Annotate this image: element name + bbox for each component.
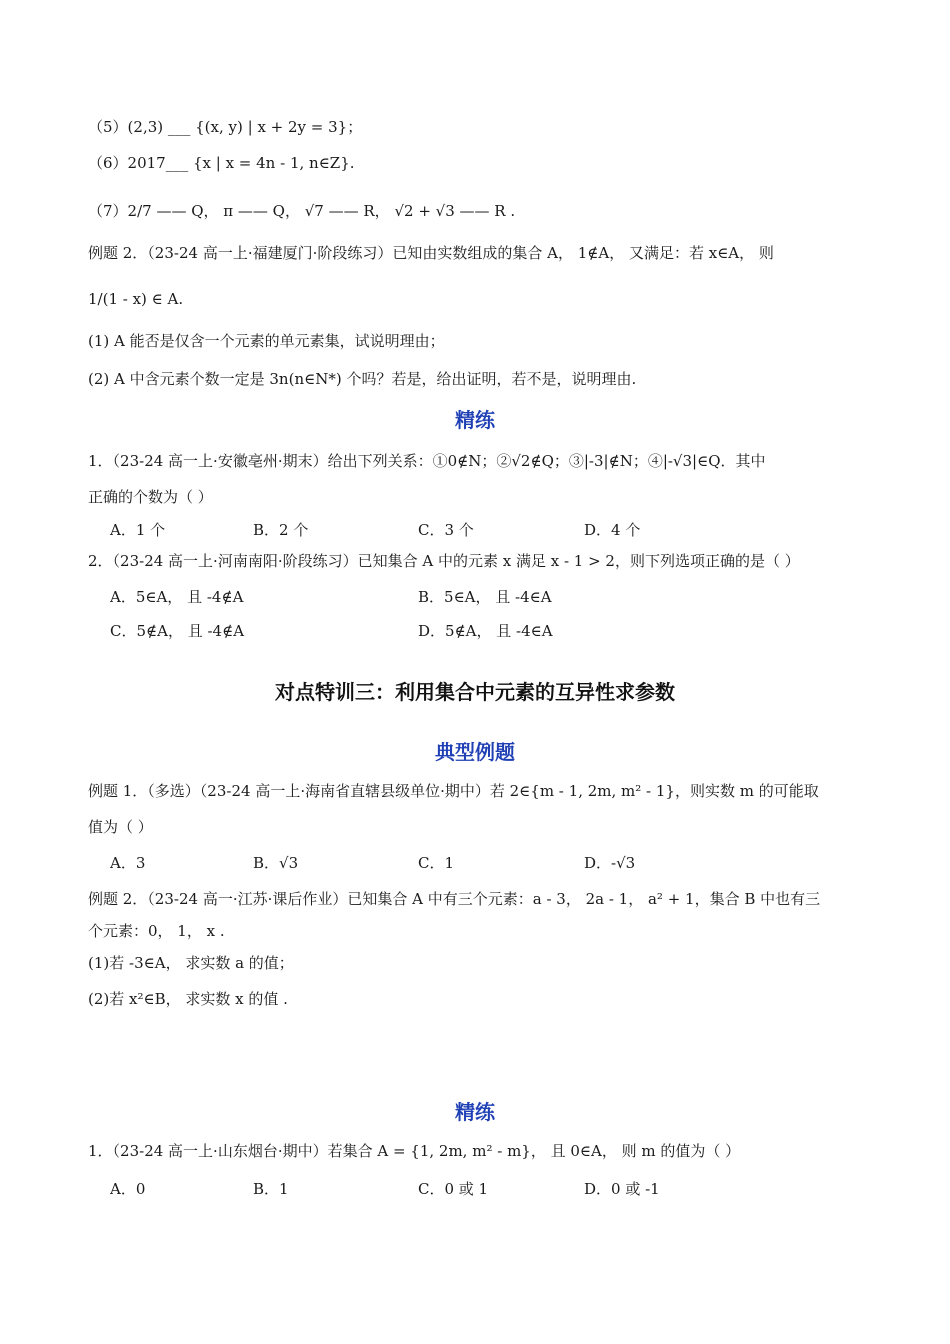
item-6: （6）2017___ {x | x = 4n - 1, n∈Z}. [88, 154, 355, 172]
example2-a-stem: 例题 2．（23-24 高一上·福建厦门·阶段练习）已知由实数组成的集合 A， 1∉A， 又满足：若 x∈A， 则 [88, 244, 774, 262]
example1-option-c: C．1 [418, 854, 455, 872]
practice1-q2-option-d: D．5∉A， 且 -4∈A [418, 622, 553, 640]
practice-heading-1: 精练 [455, 408, 495, 432]
item-7: （7）2/7 —— Q， π —— Q， √7 —— R， √2 + √3 —— R . [88, 202, 516, 220]
practice2-q1-option-a: A．0 [110, 1180, 146, 1198]
example1-stem: 例题 1．（多选）（23-24 高一上·海南省直辖县级单位·期中）若 2∈{m - 1, 2m, m² - 1}，则实数 m 的可能取 [88, 782, 819, 800]
example1-option-b: B．√3 [253, 854, 299, 872]
typical-examples-heading: 典型例题 [435, 740, 515, 764]
example1-stem-cont: 值为（ ） [88, 818, 153, 836]
practice1-q1-option-d: D．4 个 [584, 521, 641, 539]
item-5: （5）(2,3) ___ {(x, y) | x + 2y = 3}； [88, 118, 363, 136]
section3-heading: 对点特训三：利用集合中元素的互异性求参数 [275, 680, 675, 704]
practice1-q2-option-b: B．5∈A， 且 -4∈A [418, 588, 552, 606]
example2-b-part2: (2)若 x²∈B， 求实数 x 的值 . [88, 990, 288, 1008]
practice1-q1-option-c: C．3 个 [418, 521, 474, 539]
example2-a-formula: 1/(1 - x) ∈ A. [88, 290, 184, 308]
example2-b-part1: (1)若 -3∈A， 求实数 a 的值； [88, 954, 294, 972]
practice1-q1-stem-cont: 正确的个数为（ ） [88, 488, 213, 506]
practice1-q1-option-a: A．1 个 [110, 521, 166, 539]
example1-option-a: A．3 [110, 854, 146, 872]
example2-b-stem-cont: 个元素：0， 1， x . [88, 922, 225, 940]
practice1-q2-option-a: A．5∈A， 且 -4∉A [110, 588, 244, 606]
practice1-q1-stem: 1．（23-24 高一上·安徽亳州·期末）给出下列关系：①0∉N；②√2∉Q；③|-3|∉N；④|-√3|∈Q．其中 [88, 452, 766, 470]
example2-a-part1: (1) A 能否是仅含一个元素的单元素集，试说明理由； [88, 332, 445, 350]
example1-option-d: D．-√3 [584, 854, 636, 872]
example2-a-part2: (2) A 中含元素个数一定是 3n(n∈N*) 个吗？若是，给出证明，若不是，说明理由. [88, 370, 637, 388]
practice1-q2-option-c: C．5∉A， 且 -4∉A [110, 622, 245, 640]
example2-b-stem: 例题 2．（23-24 高一·江苏·课后作业）已知集合 A 中有三个元素：a - 3， 2a - 1， a² + 1，集合 B 中也有三 [88, 890, 821, 908]
practice1-q2-stem: 2．（23-24 高一上·河南南阳·阶段练习）已知集合 A 中的元素 x 满足 x - 1 > 2，则下列选项正确的是（ ） [88, 552, 800, 570]
practice2-q1-stem: 1．（23-24 高一上·山东烟台·期中）若集合 A = {1, 2m, m² - m}， 且 0∈A， 则 m 的值为（ ） [88, 1142, 741, 1160]
practice1-q1-option-b: B．2 个 [253, 521, 309, 539]
practice2-q1-option-c: C．0 或 1 [418, 1180, 489, 1198]
practice2-q1-option-b: B．1 [253, 1180, 289, 1198]
practice2-q1-option-d: D．0 或 -1 [584, 1180, 660, 1198]
practice-heading-2: 精练 [455, 1100, 495, 1124]
